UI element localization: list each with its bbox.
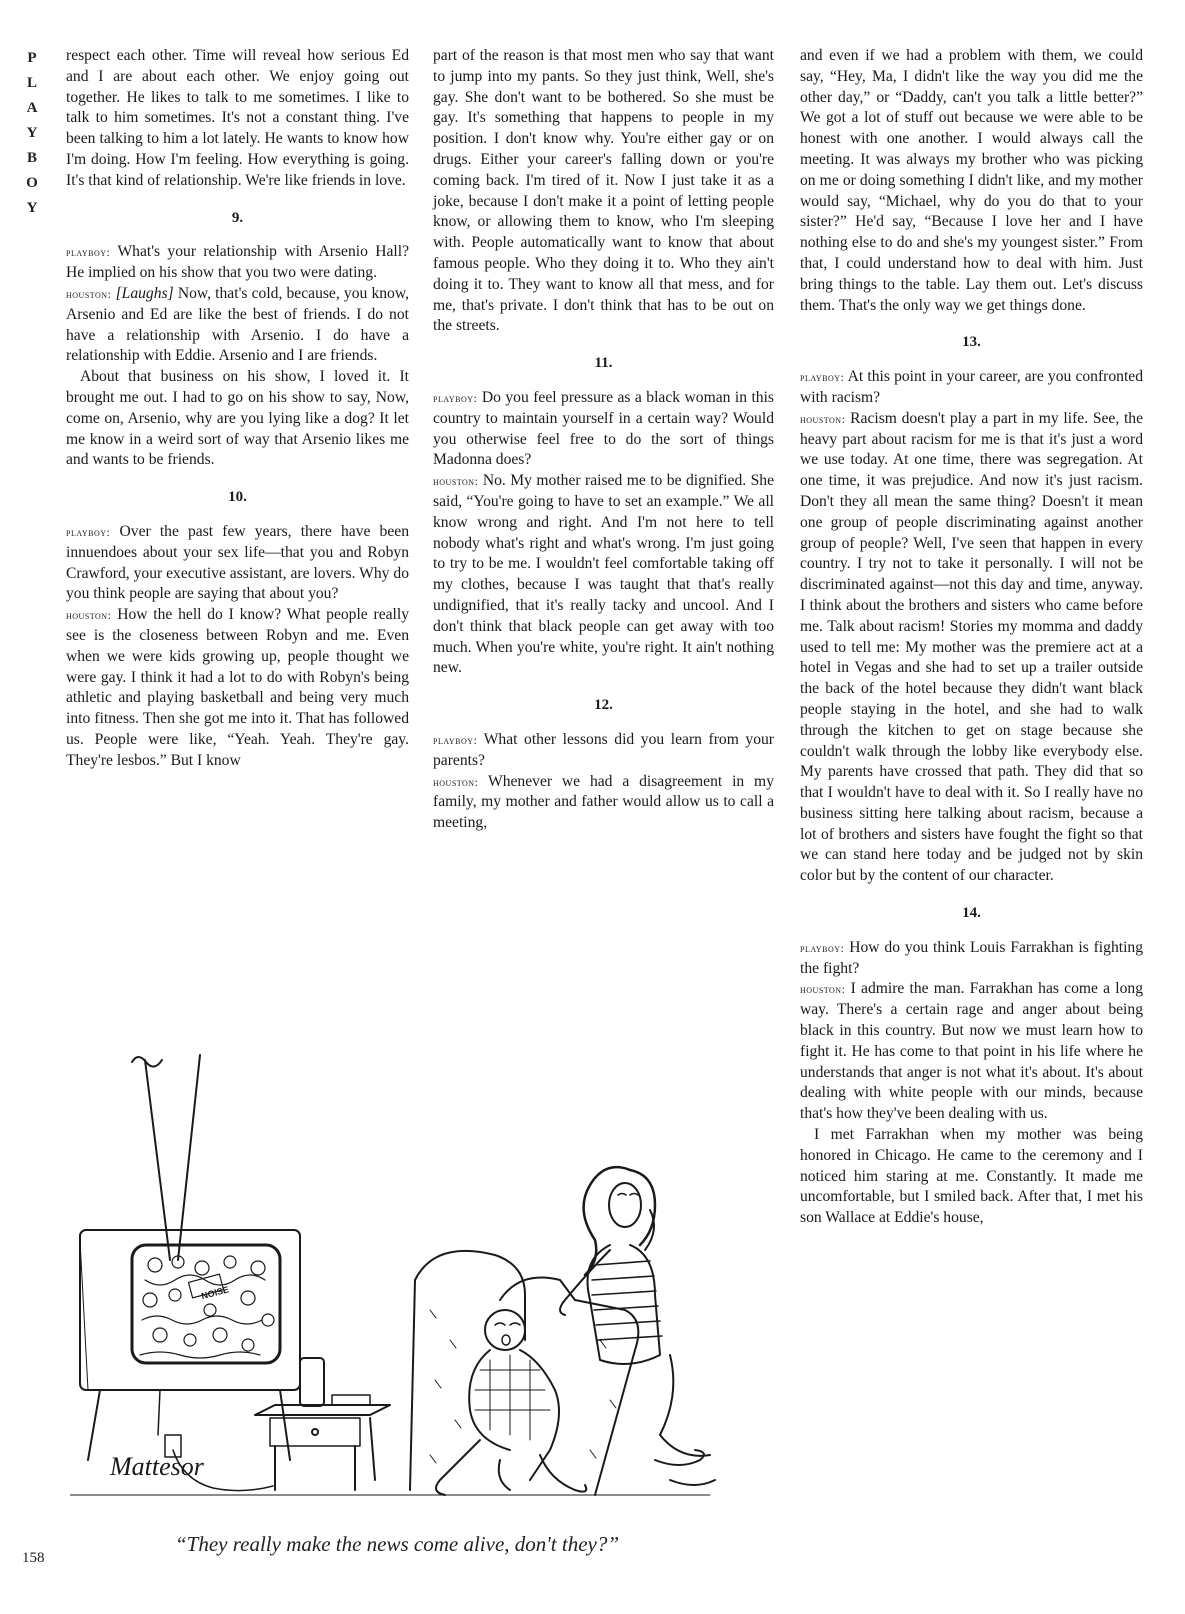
question [66,242,409,284]
section-number: 12. [594,697,613,714]
column-1 [66,46,409,772]
woman-leg [660,1355,710,1456]
armchair-side [575,1300,638,1495]
answer-text: How the hell do I know? What people really see is the closeness between Robyn and me. Even when we were kids growing up, people thought we were gay. I think it had a lot to do with Robyn's being athletic and playing basketball and being very much into fitness. Then she got me into it. That has followed us. People were like, “Yeah. Yeah. They're gay. They're lesbos.” But I know [66,606,409,769]
speaker-label: playboy: [66,524,111,539]
cartoon-caption: “They really make the news come alive, don't they?” [175,1532,620,1556]
speaker-label: houston: [66,286,112,301]
answer [66,605,409,771]
column-3 [800,46,1143,1229]
section-number: 10. [228,489,247,506]
side-table-top [255,1405,390,1415]
question-text: What other lessons did you learn from your parents? [433,730,774,769]
speaker-label: playboy: [433,732,478,747]
answer [800,409,1143,887]
answer-text: No. My mother raised me to be dignified. She said, “You're going to have to set an example.” We all know wrong and right. And I'm not here to tell nobody what's right and what's wrong. I'm just going to try to be me. I wouldn't feel comfortable taking off my clothes, because I was taught that that's really undignified, that it's really tacky and uncool. And I don't think that black people can get away with too much. When you're white, you're right. It ain't nothing new. [433,472,774,677]
man-head [485,1310,525,1350]
speaker-label: houston: [433,474,479,489]
sign-text: NOISE [200,1284,230,1302]
speaker-label: playboy: [800,940,845,955]
section-number: 9. [231,209,244,226]
stage-direction: [Laughs] [111,284,174,302]
tv-cabinet [80,1230,300,1390]
book [332,1395,370,1405]
man-arm [436,1440,480,1495]
tv-leg [280,1390,290,1460]
section-number: 11. [594,355,613,372]
question-text: Over the past few years, there have been innuendoes about your sex life—that you and Robyn Crawford, your executive assistant, are lovers. Why do you think people are saying that about you? [66,522,409,603]
question-text: At this point in your career, are you confronted with racism? [800,368,1143,406]
answer-text: Racism doesn't play a part in my life. See, the heavy part about racism for me is that it's just a word we use today. At one time, there was segregation. At one time, it was prejudice. And now it's just racism. Don't they all mean the same thing? Doesn't it mean one group of people discriminating against another group of people? Well, I've seen that happen in every country. I try not to take it personally. I will not be discriminated against—not this day and time, anyway. I think about the brothers and sisters who came before me. Talk about racism! Stories my momma and daddy used to tell me: My mother was the premiere act at a hotel in Vegas and she had to set up a trailer outside the back of the hotel because they didn't want black people staying in the hotel, and she had to walk through the kitchen to get on stage because she couldn't walk through the lobby like everybody else. My parents have crossed that path. They did that so that I wouldn't have to deal with it. So I really have no business sitting here talking about racism, because a lot of brothers and sisters have fought the fight so that we can stand here today and be judged not by skin color but by the content of our character. [800,409,1143,885]
glass [300,1358,324,1406]
paragraph: part of the reason is that most men who say that want to jump into my pants. So they just think, Well, she's gay. She don't want to be bothered. So she must be gay. It's something that happens to people in my position. I don't know why. You're either gay or on drugs. Either your career's falling down or you're coming back. I'm tired of it. Now I just take it as a joke, because I don't make it a point of letting people know, or allowing them to know, who I'm sleeping with. People automatically want to know that about famous people. Who they doing it to. Who they ain't doing it to. They want to know all that mess, and for me, that's private. I don't think that has to be out on the streets. [433,47,774,335]
antenna-loop [132,1057,162,1067]
speaker-label: playboy: [433,390,478,405]
question [66,522,409,605]
answer-text: I admire the man. Farrakhan has come a long way. There's a certain rage and anger about being black in this country. But now we must learn how to fight it. He has come to that point in his life where he understands that anger is not what it's about. It's about dealing with white people with our minds, because that's how they've been dealing with us. [800,980,1143,1123]
speaker-label: houston: [800,982,846,997]
section-number: 13. [962,334,981,351]
woman-face [609,1183,641,1227]
answer-text: Whenever we had a disagreement in my family, my mother and father would allow us to call a meeting, [433,772,774,832]
column-2 [433,46,774,834]
question-text: What's your relationship with Arsenio Hall? He implied on his show that you two were dating. [66,243,409,282]
paragraph: and even if we had a problem with them, we could say, “Hey, Ma, I didn't like the way you did me the other day,” or “Daddy, can't you talk a little better?” We got a lot of stuff out because we were able to be honest with one another. I would always call the meeting. It was always my brother who was picking on me or doing something I didn't like, and my mother would say, “Michael, why do you do that to your sister?” He'd say, “Because I love her and I have nothing else to do and she's my youngest sister.” From that, I could understand how to deal with him. Just bring things to the table. Lay them out. Let's discuss them. That's the only way we get things done. [800,47,1143,314]
answer [800,979,1143,1125]
paragraph: respect each other. Time will reveal how serious Ed and I are about each other. We enjoy going out together. He likes to talk to me sometimes. I like to talk to him sometimes. It's not a constant thing. I've been talking to him a lot lately. He wants to know how I'm doing. How I'm feeling. How everything is going. It's that kind of relationship. We're like friends in love. [66,47,409,189]
speaker-label: playboy: [66,245,111,260]
tv-leg [88,1390,100,1460]
cartoon-illustration [70,1040,770,1510]
question [433,730,774,772]
speaker-label: houston: [800,411,846,426]
paragraph: I met Farrakhan when my mother was being honored in Chicago. He came to the ceremony and I noticed him staring at me. Constantly. It made me uncomfortable, but I smiled back. After that, I met his son Wallace at Eddie's house, [800,1126,1143,1227]
speaker-label: houston: [433,774,479,789]
running-head-letter: O [26,175,38,191]
answer-text: Now, that's cold, because, you know, Arsenio and Ed are like the best of friends. I do not have a relationship with Arsenio. I do have a relationship with Eddie. Arsenio and I are friends. [66,284,409,365]
answer [433,772,774,834]
man-leg [499,1460,510,1490]
question [800,367,1143,409]
running-head-letter: Y [26,125,38,141]
question [433,388,774,471]
answer [66,284,409,367]
armchair-arm [500,1278,575,1301]
running-head-letter: Y [26,200,38,216]
answer [433,471,774,679]
speaker-label: playboy: [800,370,845,385]
side-table-drawer [270,1418,360,1446]
running-head-letter: P [27,50,37,66]
speaker-label: houston: [66,608,112,623]
page-number: 158 [22,1550,45,1566]
cartoonist-signature: Mattesor [110,1452,204,1481]
paragraph: About that business on his show, I loved it. It brought me out. I had to go on his show to say, Now, come on, Arsenio, why are you lying like a dog? It let me know in a weird sort of way that Arsenio likes me and wants to be friends. [66,368,409,469]
woman-slipper [670,1480,715,1485]
running-head-letter: L [26,75,37,91]
question-text: How do you think Louis Farrakhan is fighting the fight? [800,938,1143,977]
running-head-letter: B [26,150,37,166]
man-leg [540,1455,586,1492]
running-head-letter: A [26,100,38,116]
question [800,938,1143,980]
running-head [22,46,42,221]
question-text: Do you feel pressure as a black woman in this country to maintain yourself in a certain way? Would you otherwise feel free to do the sort of things Madonna does? [433,388,774,469]
section-number: 14. [962,905,981,922]
